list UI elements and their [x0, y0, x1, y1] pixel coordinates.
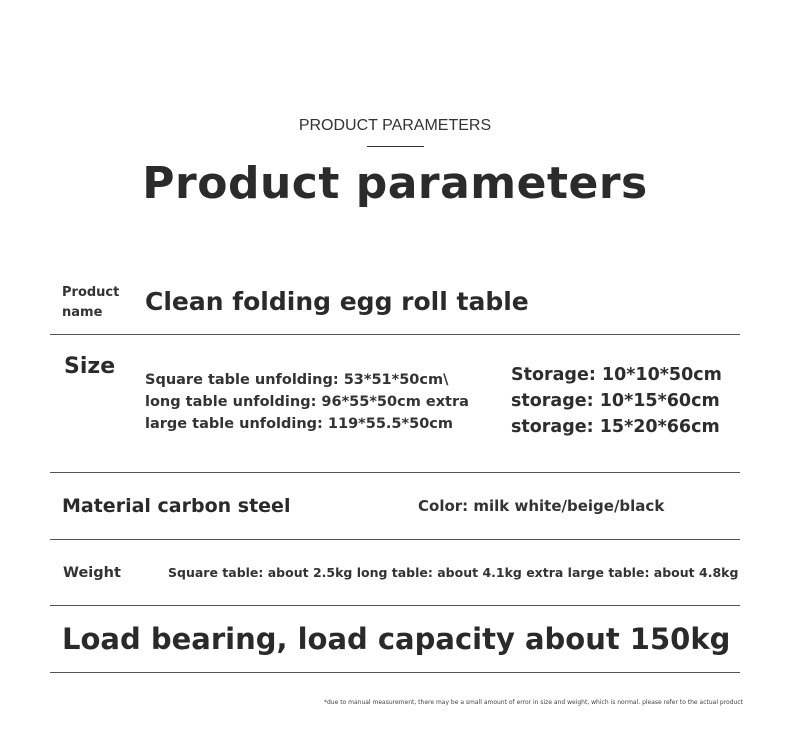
divider: [50, 605, 740, 606]
size-label: Size: [64, 354, 116, 379]
material-text: Material carbon steel: [62, 495, 291, 517]
product-name-label-line1: Product: [62, 285, 120, 300]
divider: [50, 472, 740, 473]
load-bearing-text: Load bearing, load capacity about 150kg: [62, 622, 731, 656]
size-storage-line: storage: 15*20*66cm: [511, 417, 720, 437]
product-name-value: Clean folding egg roll table: [145, 287, 529, 316]
size-storage-list: [511, 362, 722, 440]
product-name-label: [62, 283, 119, 323]
size-unfolding-line: long table unfolding: 96*55*50cm extra: [145, 394, 469, 410]
size-unfolding-list: [145, 369, 469, 435]
subtitle-underline: [367, 146, 424, 147]
divider: [50, 334, 740, 335]
size-unfolding-line: large table unfolding: 119*55.5*50cm: [145, 416, 453, 432]
divider: [50, 672, 740, 673]
size-unfolding-line: Square table unfolding: 53*51*50cm\: [145, 372, 449, 388]
footnote: *due to manual measurement, there may be a small amount of error in size and weight, which is normal. please refer to the actual product: [323, 699, 743, 706]
weight-label: Weight: [63, 565, 121, 581]
product-name-label-line2: name: [62, 305, 103, 320]
size-storage-line: Storage: 10*10*50cm: [511, 365, 722, 385]
page-title: Product parameters: [142, 158, 648, 209]
weight-value: Square table: about 2.5kg long table: about 4.1kg extra large table: about 4.8kg: [168, 565, 739, 580]
color-text: Color: milk white/beige/black: [418, 497, 665, 515]
size-storage-line: storage: 10*15*60cm: [511, 391, 720, 411]
divider: [50, 539, 740, 540]
section-subtitle: PRODUCT PARAMETERS: [298, 117, 492, 134]
